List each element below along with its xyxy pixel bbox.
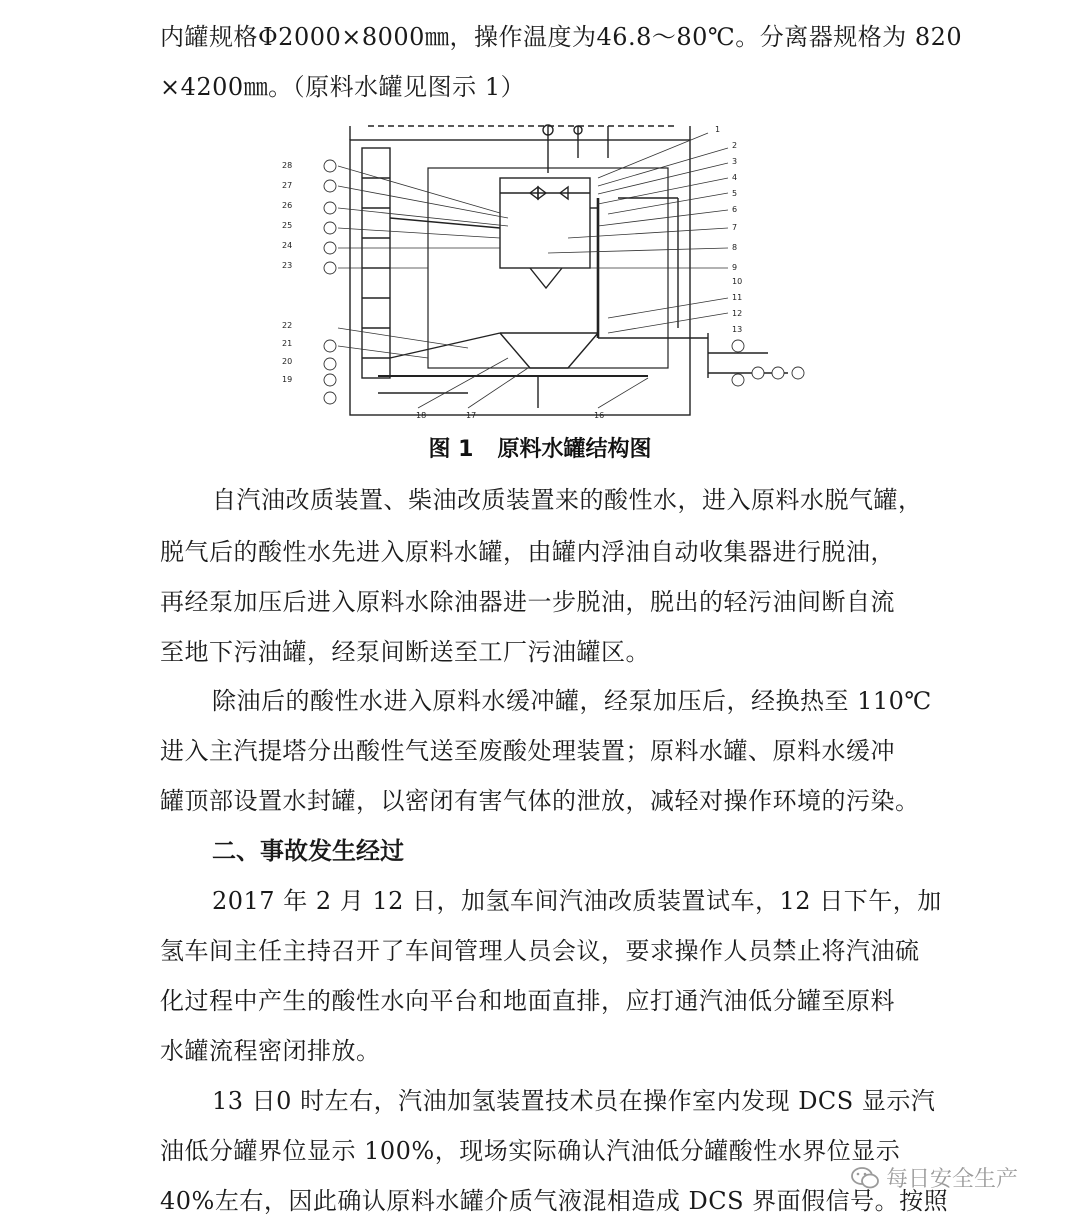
callout-label: 6 <box>732 205 738 214</box>
callout-label: 16 <box>594 411 605 420</box>
callout-label: 25 <box>282 221 293 230</box>
watermark <box>850 1162 1018 1193</box>
paragraph4-line-2: 油低分罐界位显示 100%，现场实际确认汽油低分罐酸性水界位显示 <box>160 1137 901 1165</box>
callout-label: 11 <box>732 293 743 302</box>
intro-line-1: 内罐规格Φ2000×8000㎜，操作温度为46.8～80℃。分离器规格为 820 <box>160 23 963 51</box>
figure-caption <box>0 433 1080 467</box>
callout-label: 21 <box>282 339 293 348</box>
callout-label: 2 <box>732 141 738 150</box>
callout-label: 9 <box>732 263 738 272</box>
figure-title: 原料水罐结构图 <box>497 437 652 462</box>
callout-label: 27 <box>282 181 293 190</box>
paragraph1-line-2: 脱气后的酸性水先进入原料水罐，由罐内浮油自动收集器进行脱油， <box>160 538 895 566</box>
callout-label: 19 <box>282 375 293 384</box>
paragraph4-line-1: 13 日0 时左右，汽油加氢装置技术员在操作室内发现 DCS 显示汽 <box>212 1087 936 1115</box>
tank-structure-diagram <box>268 118 808 423</box>
paragraph1-line-4: 至地下污油罐，经泵间断送至工厂污油罐区。 <box>160 638 650 666</box>
paragraph2-line-3: 罐顶部设置水封罐，以密闭有害气体的泄放，减轻对操作环境的污染。 <box>160 787 920 815</box>
paragraph3-line-1: 2017 年 2 月 12 日，加氢车间汽油改质装置试车，12 日下午，加 <box>212 887 942 915</box>
callout-label: 3 <box>732 157 738 166</box>
callout-label: 13 <box>732 325 743 334</box>
wechat-icon <box>850 1166 880 1190</box>
paragraph2-line-1: 除油后的酸性水进入原料水缓冲罐，经泵加压后，经换热至 110℃ <box>212 687 932 715</box>
callout-label: 12 <box>732 309 743 318</box>
paragraph3-line-3: 化过程中产生的酸性水向平台和地面直排，应打通汽油低分罐至原料 <box>160 987 895 1015</box>
paragraph1-line-1: 自汽油改质装置、柴油改质装置来的酸性水，进入原料水脱气罐， <box>212 486 923 514</box>
callout-label: 20 <box>282 357 293 366</box>
callout-label: 28 <box>282 161 293 170</box>
callout-label: 8 <box>732 243 738 252</box>
callout-label: 5 <box>732 189 738 198</box>
paragraph1-line-3: 再经泵加压后进入原料水除油器进一步脱油，脱出的轻污油间断自流 <box>160 588 895 616</box>
callout-label: 4 <box>732 173 738 182</box>
callout-label: 18 <box>416 411 427 420</box>
paragraph4-line-3: 40%左右，因此确认原料水罐介质气液混相造成 DCS 界面假信号。按照 <box>160 1187 949 1215</box>
callout-label: 26 <box>282 201 293 210</box>
watermark-text: 每日安全生产 <box>886 1167 1019 1192</box>
paragraph3-line-4: 水罐流程密闭排放。 <box>160 1037 381 1065</box>
paragraph2-line-2: 进入主汽提塔分出酸性气送至废酸处理装置；原料水罐、原料水缓冲 <box>160 737 895 765</box>
section-heading: 二、事故发生经过 <box>212 837 404 865</box>
callout-label: 24 <box>282 241 293 250</box>
callout-label: 23 <box>282 261 293 270</box>
figure-number: 图 1 <box>428 437 474 462</box>
callout-label: 1 <box>715 125 721 134</box>
callout-label: 7 <box>732 223 738 232</box>
intro-line-2: ×4200㎜。（原料水罐见图示 1） <box>160 73 526 101</box>
paragraph3-line-2: 氢车间主任主持召开了车间管理人员会议，要求操作人员禁止将汽油硫 <box>160 937 920 965</box>
callout-label: 17 <box>466 411 477 420</box>
callout-label: 22 <box>282 321 293 330</box>
callout-label: 10 <box>732 277 743 286</box>
